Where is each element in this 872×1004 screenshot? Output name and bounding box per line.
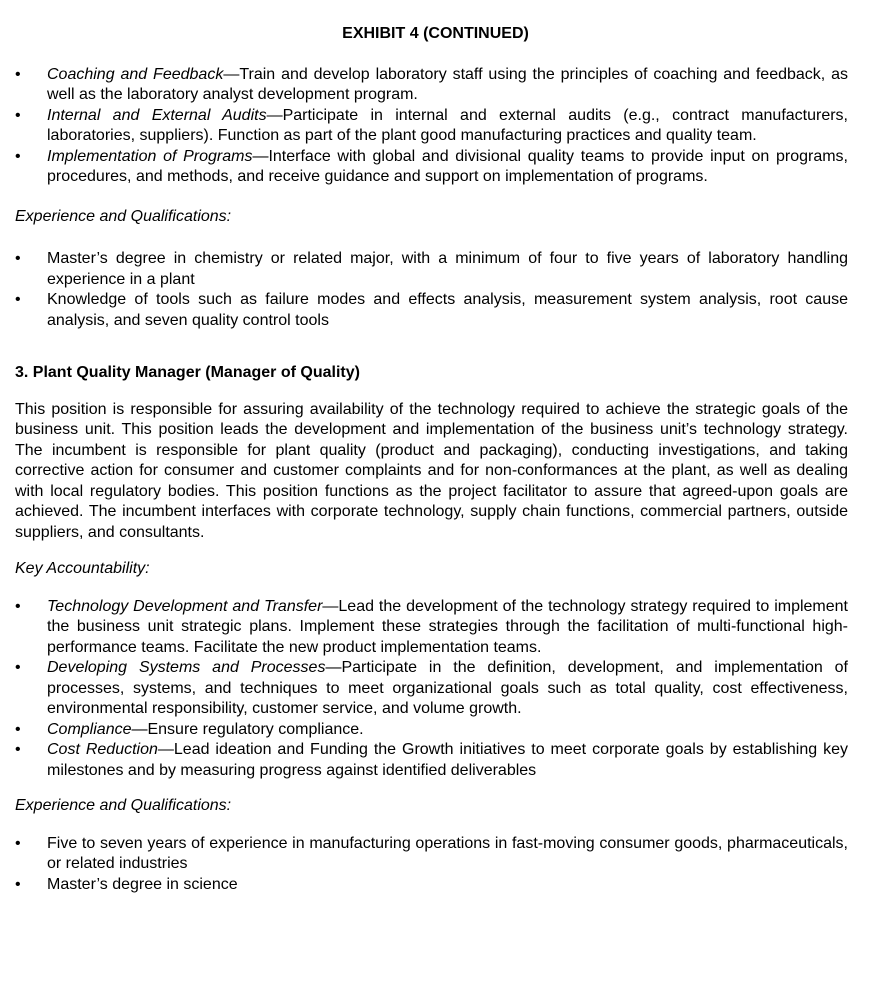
item-term: Coaching and Feedback (47, 65, 224, 83)
item-text: —Train and develop laboratory staff using the principles of coaching and feedback, as well as the laboratory analyst development program. (47, 65, 849, 103)
item-text: Five to seven years of experience in manufacturing operations in fast-moving consumer goods, pharmaceuticals, or related industries (47, 834, 848, 872)
item-term: Implementation of Programs (47, 147, 253, 165)
list-item (15, 658, 848, 720)
list-item (15, 740, 848, 781)
list-item (15, 106, 848, 147)
item-term: Compliance (47, 720, 132, 738)
responsibilities-list (15, 65, 848, 188)
list-item (15, 147, 848, 188)
item-text: Knowledge of tools such as failure modes and effects analysis, measurement system analysis, root cause analysis, and seven quality control tools (47, 291, 848, 329)
list-item (15, 875, 848, 896)
bullet-icon: • (15, 250, 21, 267)
list-item (15, 249, 848, 290)
item-text: Master’s degree in science (47, 875, 238, 893)
item-text: —Interface with global and divisional quality teams to provide input on programs, procedures, and methods, and receive guidance and support on implementation of programs. (47, 147, 848, 185)
bullet-icon: • (15, 65, 21, 83)
bullet-icon: • (15, 875, 21, 893)
qualifications-list (15, 249, 848, 331)
list-item (15, 720, 848, 741)
list-item (15, 290, 848, 331)
qualifications-heading: Experience and Qualifications: (15, 207, 232, 225)
list-item (15, 597, 848, 659)
list-item (15, 65, 848, 106)
accountability-heading: Key Accountability: (15, 560, 150, 577)
bullet-icon: • (15, 147, 21, 165)
bullet-icon: • (15, 659, 21, 676)
bullet-icon: • (15, 291, 21, 308)
item-term: Internal and External Audits (47, 106, 267, 124)
list-item (15, 834, 848, 875)
item-term: Technology Development and Transfer (47, 597, 323, 615)
item-text: —Participate in internal and external audits (e.g., contract manufacturers, laboratories, suppliers). Function as part of the plant good manufacturing practices and quality team. (47, 106, 849, 144)
item-text: —Lead the development of the technology strategy required to implement the business unit strategic plans. Implement these strategies through the facilitation of multi-functional high-performance teams. Facilitate the new product implementation teams. (47, 597, 849, 656)
qualifications-list (15, 834, 848, 896)
item-term: Cost Reduction (47, 741, 158, 758)
bullet-icon: • (15, 834, 21, 852)
item-text: —Participate in the definition, development, and implementation of processes, systems, and techniques to meet organizational goals such as total quality, cost effectiveness, environmental responsibility, customer service, and volume growth. (47, 659, 848, 717)
bullet-icon: • (15, 720, 21, 738)
section-heading: 3. Plant Quality Manager (Manager of Quality) (15, 364, 360, 381)
section-description: This position is responsible for assuring availability of the technology required to achieve the strategic goals of the business unit. This position leads the development and implementation of the business unit’s technology strategy. The incumbent is responsible for plant quality (product and packaging), conducting investigations, and taking corrective action for consumer and customer complaints and for non-conformances at the plant, as well as dealing with local regulatory bodies. This position functions as the project facilitator to assure that agreed-upon goals are achieved. The incumbent interfaces with corporate technology, supply chain functions, commercial partners, outside suppliers, and consultants. (15, 400, 848, 541)
qualifications-heading: Experience and Qualifications: (15, 797, 232, 814)
bullet-icon: • (15, 741, 21, 758)
item-text: Master’s degree in chemistry or related major, with a minimum of four to five years of laboratory handling experience in a plant (47, 250, 848, 288)
bullet-icon: • (15, 597, 21, 615)
item-text: —Ensure regulatory compliance. (131, 720, 364, 738)
item-term: Developing Systems and Processes (47, 659, 326, 676)
exhibit-title: EXHIBIT 4 (CONTINUED) (342, 25, 529, 42)
accountability-list (15, 597, 848, 782)
bullet-icon: • (15, 106, 21, 124)
item-text: —Lead ideation and Funding the Growth initiatives to meet corporate goals by establishing key milestones and by measuring progress against identified deliverables (47, 741, 848, 779)
